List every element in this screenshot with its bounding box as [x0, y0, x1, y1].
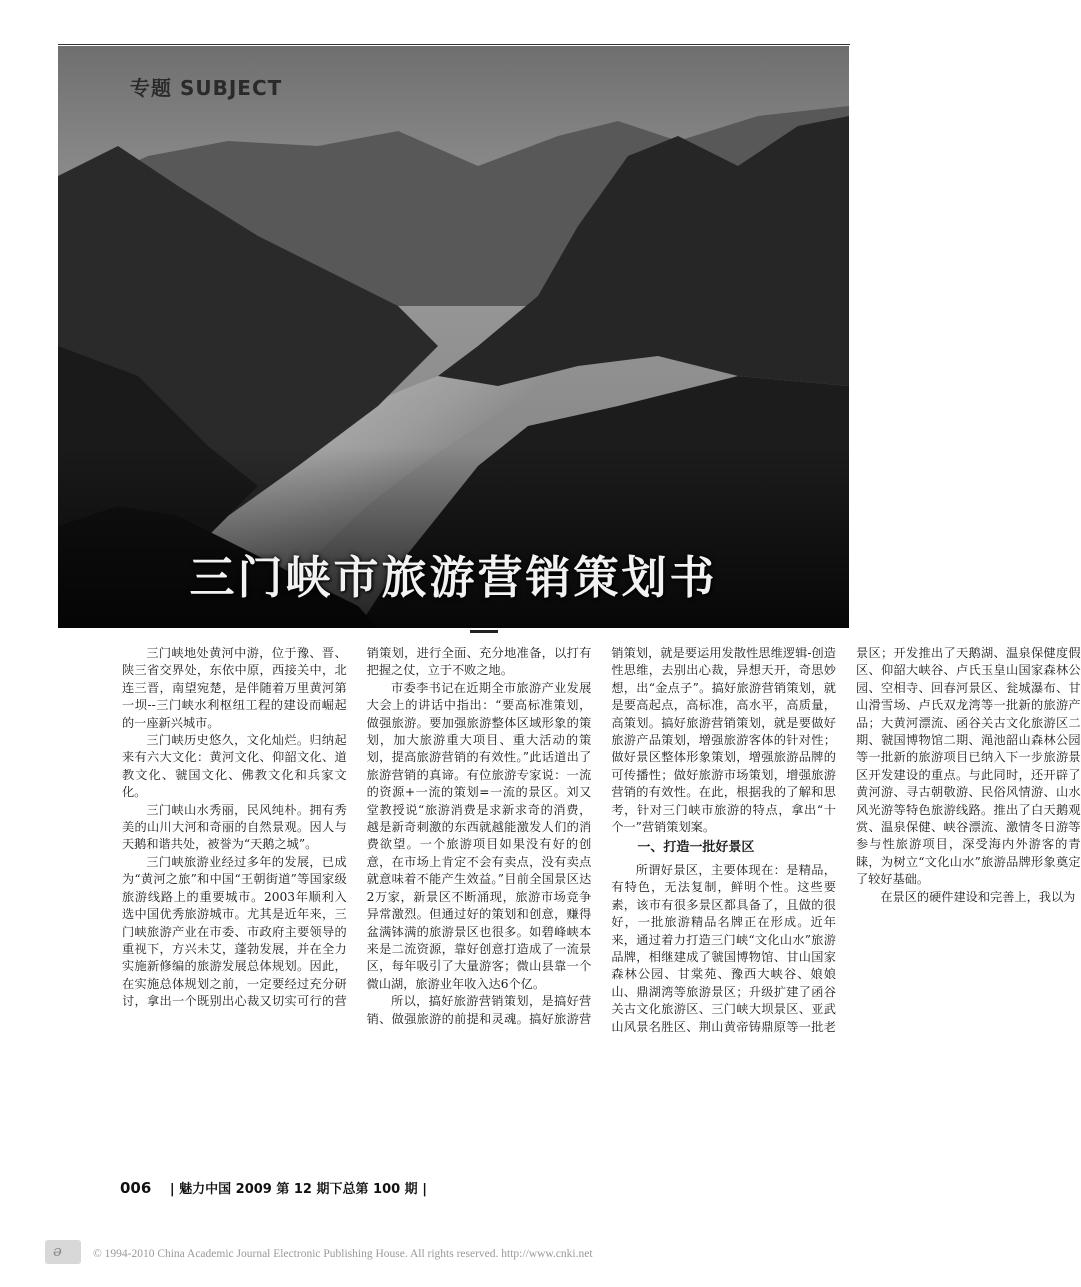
- paragraph: 三门峡地处黄河中游，位于豫、晋、陕三省交界处，东依中原，西接关中，北连三晋，南望宛楚，是伴随着万里黄河第一坝--三门峡水利枢纽工程的建设而崛起的一座新兴城市。: [122, 646, 347, 730]
- section-heading: 一、打造一批好景区: [637, 840, 755, 856]
- hero-photo: [58, 46, 849, 628]
- paragraph: 三门峡旅游业经过多年的发展，已成为“黄河之旅”和中国“王朝街道”等国家级旅游线路上的重要城市。2003年顺利入选中国优秀旅游城市。尤其是近年来，三门峡旅游产业在市委、市政府主要领导的重视下，方兴未艾，蓬勃发展，并在全力实施新修编的旅游发展总体规划。因此，在实施总体规划之前，一定要经过充分研讨，拿出一个既别出心裁又切实可行的营销策划，进行全面、充分地准备，以打有把握之仗，立于不败之地。: [122, 646, 592, 1009]
- page-number: 006: [120, 1179, 152, 1197]
- paragraph: 市委李书记在近期全市旅游产业发展大会上的讲话中指出：“要高标准策划，做强旅游。要加强旅游整体区域形象的策划，加大旅游重大项目、重大活动的策划，提高旅游营销的有效性。”此话道出了旅游营销的真谛。有位旅游专家说：一流的资源+一流的策划=一流的景区。刘又堂教授说“旅游消费是求新求奇的消费，越是新奇刺激的东西就越能激发人们的消费欲望。一个旅游项目如果没有好的创意，在市场上肯定不会有卖点，没有卖点就意味着不能产生效益。”目前全国景区达2万家，新景区不断涌现，旅游市场竞争异常激烈。但通过好的策划和创意，赚得盆满钵满的旅游景区也很多。如碧峰峡本来是二流资源，靠好创意打造成了一流景区，每年吸引了大量游客；微山县靠一个微山湖，旅游业年收入达6个亿。: [366, 680, 592, 991]
- paragraph: 所以，搞好旅游营销策划，是搞好营销、做强旅游的前提和灵魂。搞好旅游营销策划，就是要运用发散性思维逻辑-创造性思维，去别出心裁，异想天开，奇思妙想，出“金点子”。搞好旅游营销策划，就是要高起点，高标准，高水平，高质量，高策划。搞好旅游营销策划，就是要做好旅游产品策划，增强旅游客体的针对性；做好景区整体形象策划，增强旅游品牌的可传播性；做好旅游市场策划，增强旅游营销的有效性。在此，根据我的了解和思考，针对三门峡市旅游的特点，拿出“十个一”营销策划案。: [366, 646, 836, 1026]
- cnki-logo-icon: ə: [45, 1240, 81, 1264]
- section-kicker: 专题 SUBJECT: [130, 76, 283, 100]
- paragraph: 三门峡历史悠久，文化灿烂。归纳起来有六大文化：黄河文化、仰韶文化、道教文化、虢国文化、佛教文化和兵家文化。: [122, 733, 347, 800]
- copyright-notice: © 1994-2010 China Academic Journal Electronic Publishing House. All rights reserved. http://www.cnki.net: [93, 1248, 593, 1260]
- paragraph: 所谓好景区，主要体现在：是精品，有特色，无法复制，鲜明个性。这些要素，该市有很多景区都具备了，且做的很好，一批旅游精品名牌正在形成。近年来，通过着力打造三门峡“文化山水”旅游品牌，相继建成了虢国博物馆、甘山国家森林公园、甘棠苑、豫西大峡谷、娘娘山、鼎湖湾等旅游景区；升级扩建了函谷关古文化旅游区、三门峡大坝景区、亚武山风景名胜区、荆山黄帝铸鼎原等一批老景区；开发推出了天鹅湖、温泉保健度假区、仰韶大峡谷、卢氏玉皇山国家森林公园、空相寺、回春河景区、瓮城瀑布、甘山滑雪场、卢氏双龙湾等一批新的旅游产品；大黄河漂流、函谷关古文化旅游区二期、虢国博物馆二期、渑池韶山森林公园等一批新的旅游项目已纳入下一步旅游景区开发建设的重点。与此同时，还开辟了黄河游、寻古朝敬游、民俗风情游、山水风光游等特色旅游线路。推出了白天鹅观赏、温泉保健、峡谷漂流、激情冬日游等参与性旅游项目，深受海内外游客的青睐，为树立“文化山水”旅游品牌形象奠定了较好基础。: [611, 646, 1081, 1034]
- page-footer: [120, 1178, 427, 1197]
- article-title: 三门峡市旅游营销策划书: [189, 551, 718, 604]
- journal-issue: | 魅力中国 2009 第 12 期下总第 100 期 |: [169, 1182, 427, 1197]
- paragraph: 三门峡山水秀丽，民风纯朴。拥有秀美的山川大河和奇丽的自然景观。因人与天鹅和谐共处，被誉为“天鹅之城”。: [122, 802, 347, 852]
- paragraph: 在景区的硬件建设和完善上，我以为: [880, 889, 1076, 904]
- copyright-bar: [45, 1240, 905, 1270]
- top-rule: [58, 44, 850, 45]
- divider-mark: [470, 630, 498, 633]
- article-body: [122, 645, 1081, 1045]
